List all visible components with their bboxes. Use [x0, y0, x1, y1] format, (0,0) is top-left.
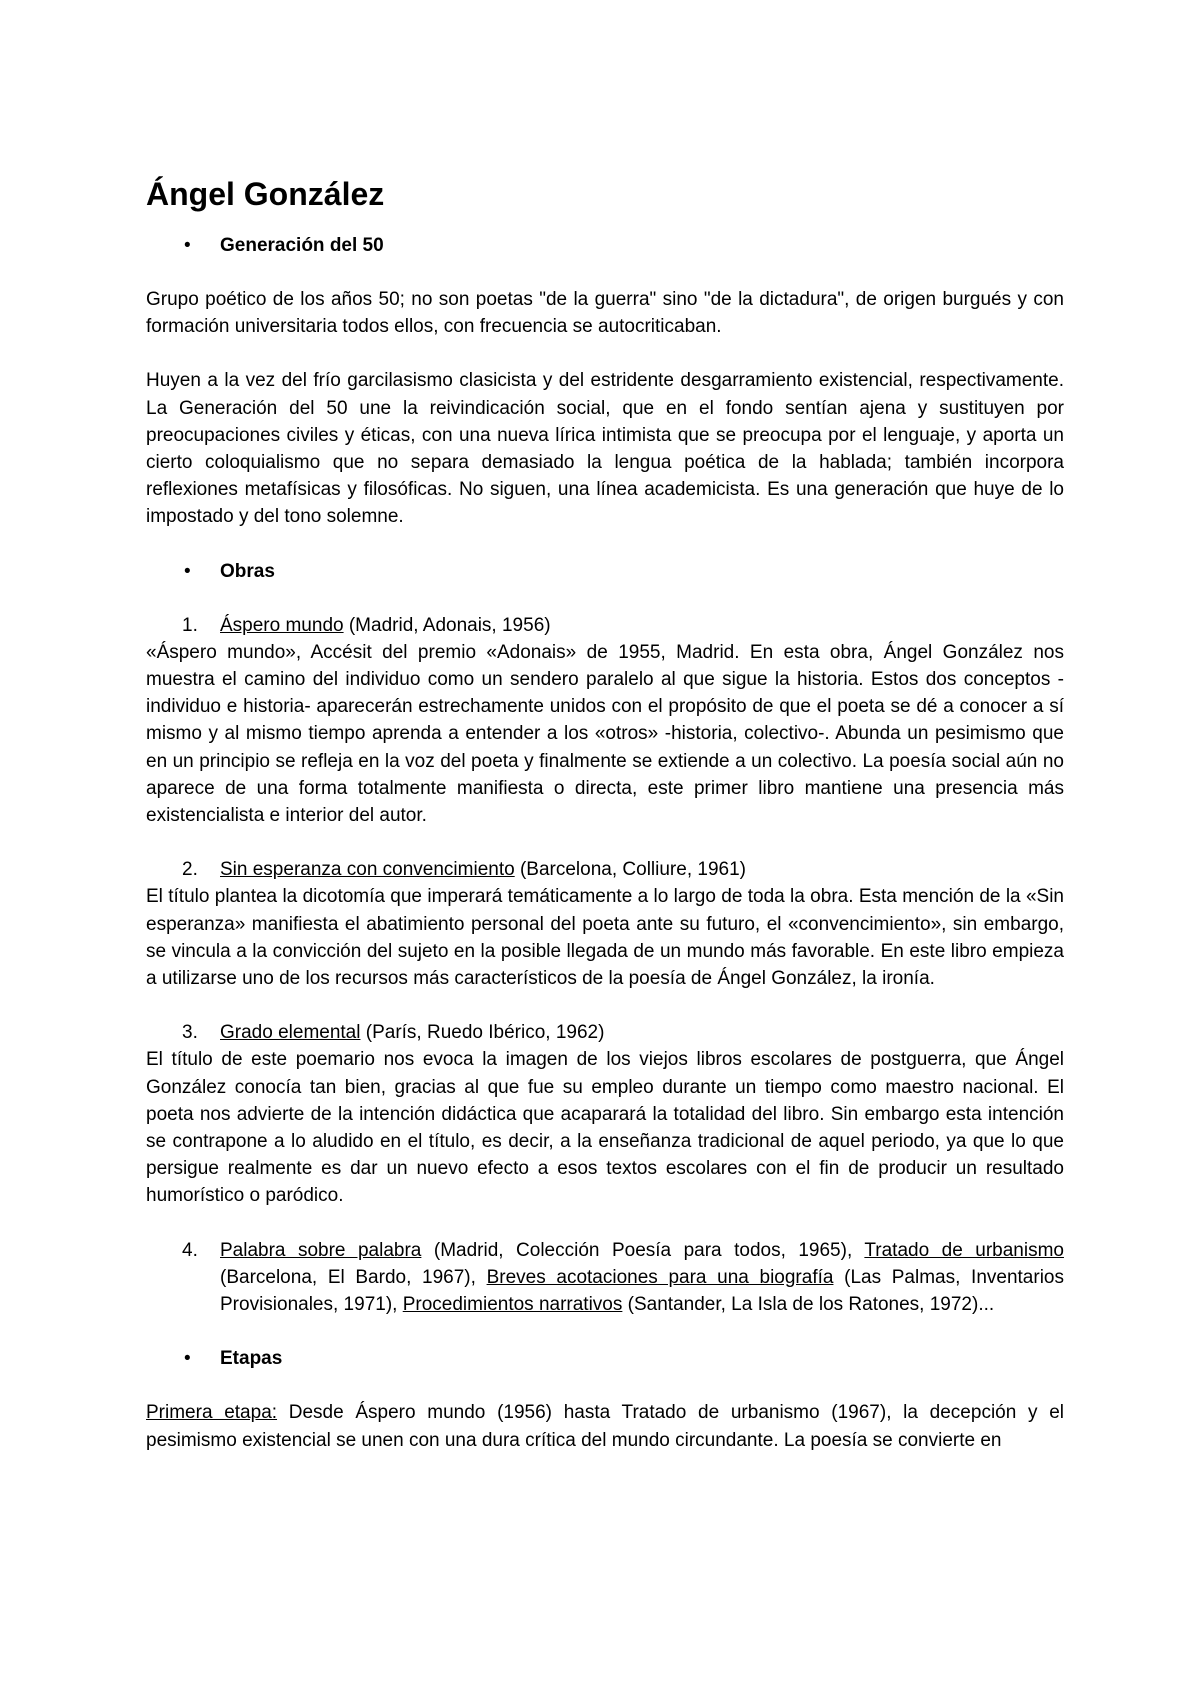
work-title: Áspero mundo — [220, 614, 344, 636]
document-body — [146, 168, 1064, 1454]
page-title: Ángel González — [146, 176, 385, 212]
section-heading-obras: • Obras — [146, 558, 1064, 585]
work-description-2: El título plantea la dicotomía que imperará temáticamente a lo largo de toda la obra. Esta mención de la «Sin esperanza» manifiesta el abatimiento personal del poeta ante su futuro, el «convencimiento», sin embargo, se vincula a la convicción del sujeto en la posible llegada de un mundo más favorable. En este libro empieza a utilizarse uno de los recursos más característicos de la poesía de Ángel González, la ironía. — [146, 886, 1064, 990]
work-title: Palabra sobre palabra — [220, 1239, 422, 1261]
section-heading-generacion: • Generación del 50 — [146, 232, 1064, 259]
work-title: Breves acotaciones para una biografía — [486, 1266, 834, 1288]
work-description-3: El título de este poemario nos evoca la imagen de los viejos libros escolares de postguerra, que Ángel González conocía tan bien, gracias al que fue su empleo durante un tiempo como maestro nacional. El poeta nos advierte de la intención didáctica que acaparará la totalidad del libro. Sin embargo esta intención se contrapone a lo aludido en el título, es decir, a la enseñanza tradicional de aquel periodo, ya que lo que persigue realmente es dar un nuevo efecto a esos textos escolares con el fin de producir un resultado humorístico o paródico. — [146, 1049, 1064, 1207]
work-item-3: 3. Grado elemental (París, Ruedo Ibérico, 1962) — [182, 1022, 605, 1044]
work-item-1: 1. Áspero mundo (Madrid, Adonais, 1956) — [182, 614, 551, 636]
section-heading-etapas: • Etapas — [146, 1345, 1064, 1372]
paragraph-etapas: Primera etapa: Desde Áspero mundo (1956) hasta Tratado de urbanismo (1967), la decepción y el pesimismo existencial se unen con una dura crítica del mundo circundante. La poesía se convierte en — [146, 1402, 1064, 1451]
work-item-2: 2. Sin esperanza con convencimiento (Barcelona, Colliure, 1961) — [182, 859, 746, 881]
work-title: Tratado de urbanismo — [864, 1239, 1064, 1261]
work-title: Procedimientos narrativos — [402, 1294, 623, 1316]
stage-label: Primera etapa: — [146, 1402, 278, 1424]
work-description-1: «Áspero mundo», Accésit del premio «Adonais» de 1955, Madrid. En esta obra, Ángel González nos muestra el camino del individuo como un sendero paralelo al que sigue la historia. Estos dos conceptos -individuo e historia- aparecerán estrechamente unidos con el propósito de que el poeta se dé a conocer a sí mismo y al mismo tiempo aprenda a entender a los «otros» -historia, colectivo-. Abunda un pesimismo que en un principio se refleja en la voz del poeta y finalmente se extiende a un colectivo. La poesía social aún no aparece de una forma totalmente manifiesta o directa, este primer libro mantiene una presencia más existencialista e interior del autor. — [146, 641, 1064, 827]
bullet-icon: • — [184, 235, 191, 256]
work-item-4: 4. Palabra sobre palabra (Madrid, Colección Poesía para todos, 1965), Tratado de urbanismo (Barcelona, El Bardo, 1967), Breves acotaciones para una biografía (Las Palmas, Inventarios Provisionales, 1971), Procedimientos narrativos (Santander, La Isla de los Ratones, 1972)... — [182, 1239, 1064, 1316]
bullet-icon: • — [184, 560, 191, 582]
paragraph-generacion-1: Grupo poético de los años 50; no son poetas "de la guerra" sino "de la dictadura", de origen burgués y con formación universitaria todos ellos, con frecuencia se autocriticaban. — [146, 289, 1064, 338]
bullet-icon: • — [184, 1348, 191, 1370]
paragraph-generacion-2: Huyen a la vez del frío garcilasismo clasicista y del estridente desgarramiento existencial, respectivamente. La Generación del 50 une la reivindicación social, que en el fondo sentían ajena y sustituyen por preocupaciones civiles y éticas, con una nueva lírica intimista que se preocupa por el lenguaje, y aporta un cierto coloquialismo que no separa demasiado la lengua poética de la hablada; también incorpora reflexiones metafísicas y filosóficas. No siguen, una línea academicista. Es una generación que huye de lo impostado y del tono solemne. — [146, 370, 1064, 528]
work-title: Grado elemental — [220, 1022, 361, 1044]
work-title: Sin esperanza con convencimiento — [220, 859, 515, 881]
